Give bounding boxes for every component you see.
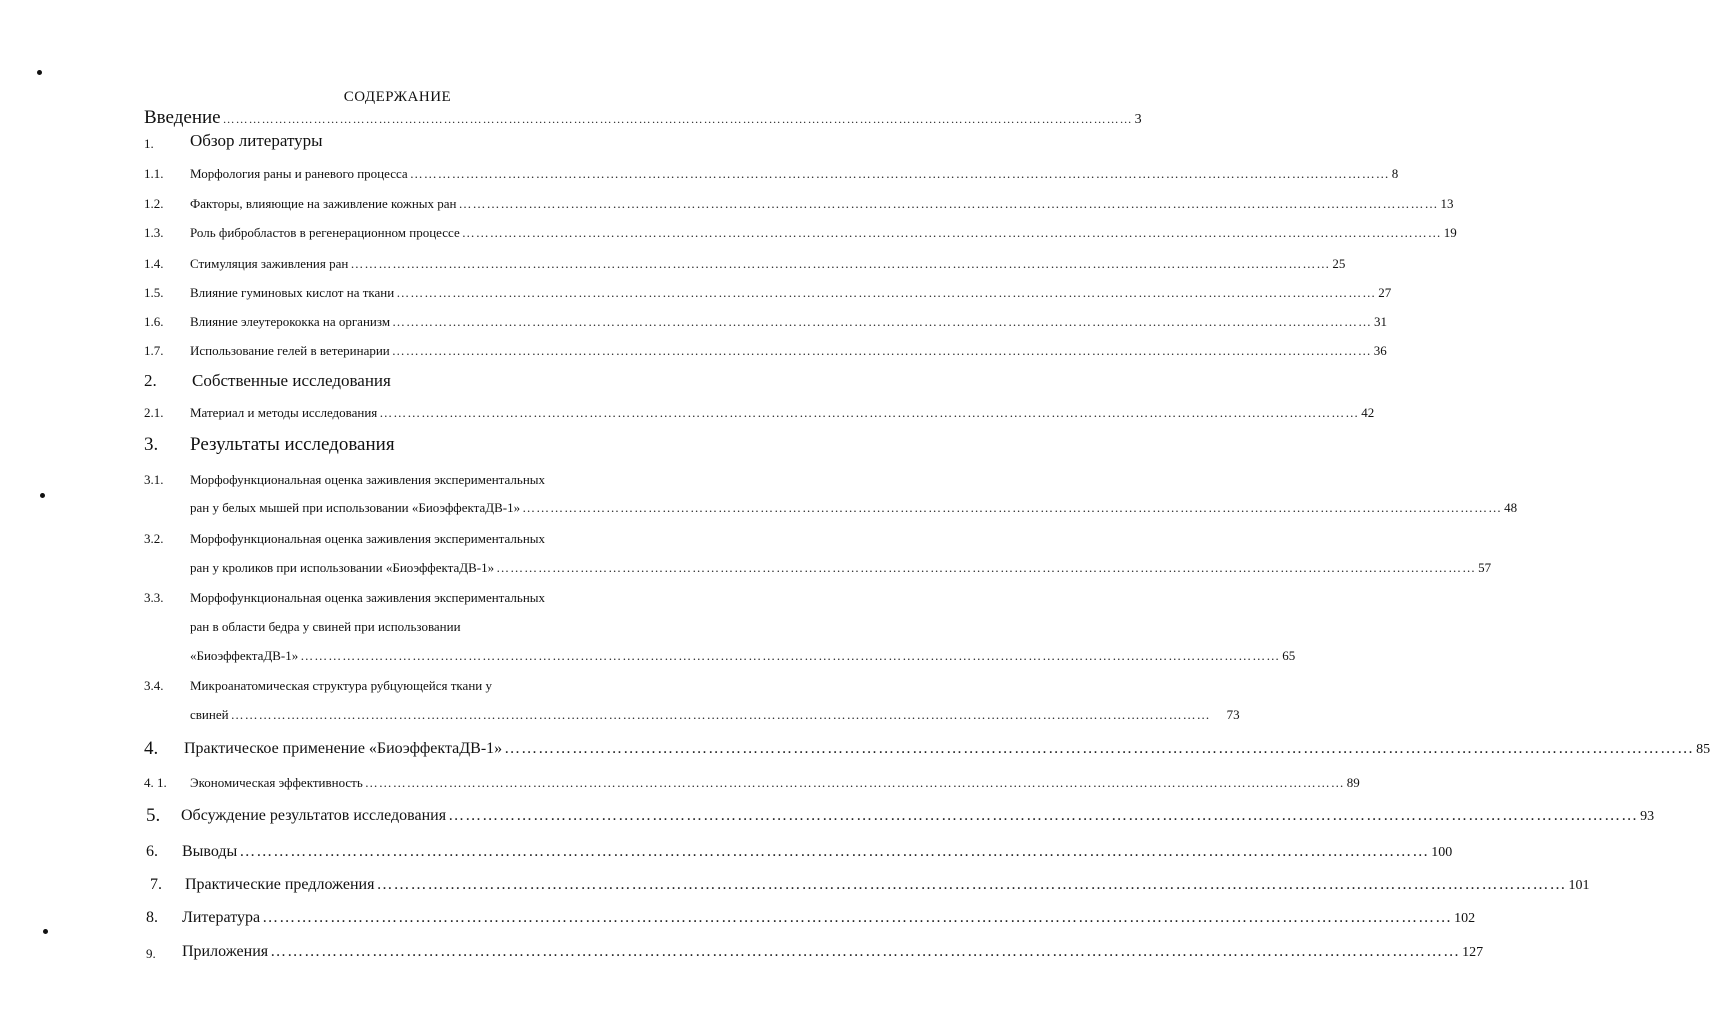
dot-leader: ………………………………………………………………………………………………………………………………………………………………………………………… — [300, 648, 1281, 663]
toc-title: Роль фибробластов в регенерационном процессе — [190, 225, 460, 240]
toc-page: 89 — [1346, 775, 1360, 790]
dot-leader: ………………………………………………………………………………………………………………………………………………………………………………………… — [376, 876, 1567, 893]
dot-leader: ………………………………………………………………………………………………………………………………………………………………………………………… — [522, 500, 1503, 515]
toc-number: 2.1. — [144, 405, 164, 420]
toc-page: 48 — [1504, 500, 1518, 515]
toc-title-continued: свиней — [190, 707, 229, 722]
toc-page: 36 — [1373, 343, 1387, 358]
page-title: СОДЕРЖАНИЕ — [343, 89, 452, 105]
toc-number: 1.3. — [144, 225, 164, 240]
toc-page: 127 — [1462, 945, 1484, 960]
toc-number: 3.1. — [144, 472, 164, 487]
toc-number: 2. — [144, 371, 157, 390]
toc-number: 3. — [144, 434, 159, 455]
toc-number: 3.3. — [144, 590, 164, 605]
toc-title-continued: ран у кроликов при использовании «БиоэффектаДВ-1» — [190, 560, 495, 575]
toc-title: Влияние гуминовых кислот на ткани — [190, 285, 395, 300]
toc-number: 9. — [146, 946, 156, 961]
toc-title-continued: «БиоэффектаДВ-1» — [190, 648, 299, 663]
toc-number: 1.4. — [144, 256, 164, 271]
dot-leader: ………………………………………………………………………………………………………………………………………………………………………………………… — [504, 740, 1695, 757]
toc-title: Факторы, влияющие на заживление кожных ран — [190, 196, 457, 211]
toc-page: 93 — [1640, 809, 1655, 824]
dot-leader: ………………………………………………………………………………………………………………………………………………………………………………………… — [350, 256, 1331, 271]
toc-page: 3 — [1134, 112, 1142, 127]
toc-number: 3.4. — [144, 678, 164, 693]
toc-title: Микроанатомическая структура рубцующейся ткани у — [190, 678, 492, 693]
toc-page: 42 — [1361, 405, 1375, 420]
toc-page: 13 — [1440, 196, 1454, 211]
toc-page: 73 — [1226, 707, 1240, 722]
dot-leader: ………………………………………………………………………………………………………………………………………………………………………………………… — [391, 343, 1372, 358]
toc-number: 1.1. — [144, 166, 164, 181]
toc-number: 4. 1. — [144, 775, 167, 790]
toc-title: Экономическая эффективность — [190, 775, 363, 790]
toc-title: Результаты исследования — [190, 434, 395, 455]
toc-page: 8 — [1391, 166, 1399, 181]
toc-title: Морфология раны и раневого процесса — [190, 166, 408, 181]
toc-title: Стимуляция заживления ран — [190, 256, 349, 271]
scan-speck — [43, 929, 48, 934]
toc-title: Морфофункциональная оценка заживления экспериментальных — [190, 531, 546, 546]
toc-title: Морфофункциональная оценка заживления экспериментальных — [190, 472, 546, 487]
toc-number: 6. — [146, 843, 158, 860]
scan-speck — [40, 493, 45, 498]
scan-speck — [37, 70, 42, 75]
dot-leader: ………………………………………………………………………………………………………………………………………………………………………………………… — [392, 314, 1373, 329]
dot-leader: ………………………………………………………………………………………………………………………………………………………………………………………… — [496, 560, 1477, 575]
toc-page: 57 — [1478, 560, 1492, 575]
toc-title: Влияние элеутерококка на организм — [190, 314, 391, 329]
toc-page: 85 — [1696, 742, 1710, 757]
toc-page: 31 — [1374, 314, 1388, 329]
toc-number: 4. — [144, 738, 159, 759]
toc-number: 3.2. — [144, 531, 164, 546]
toc-title: Выводы — [182, 843, 238, 860]
dot-leader: ………………………………………………………………………………………………………………………………………………………………………………………… — [364, 775, 1345, 790]
dot-leader: ………………………………………………………………………………………………………………………………………………………………………………………… — [262, 909, 1453, 926]
toc-number: 8. — [146, 909, 158, 926]
dot-leader: ………………………………………………………………………………………………………………………………………………………………………………………… — [222, 112, 1133, 126]
toc-page: 65 — [1282, 648, 1296, 663]
toc-title: Введение — [144, 107, 221, 128]
toc-title: Использование гелей в ветеринарии — [190, 343, 390, 358]
toc-title: Материал и методы исследования — [190, 405, 378, 420]
toc-number: 1. — [144, 136, 154, 151]
toc-title: Обзор литературы — [190, 131, 323, 150]
dot-leader: ………………………………………………………………………………………………………………………………………………………………………………………… — [396, 285, 1377, 300]
toc-title: Собственные исследования — [192, 371, 391, 390]
toc-number: 5. — [146, 805, 161, 826]
dot-leader: ………………………………………………………………………………………………………………………………………………………………………………………… — [239, 843, 1430, 860]
toc-page: 101 — [1568, 878, 1590, 893]
toc-page: 25 — [1332, 256, 1346, 271]
toc-page: 19 — [1443, 225, 1457, 240]
toc-page: 100 — [1431, 845, 1453, 860]
toc-page: 102 — [1454, 911, 1476, 926]
toc-number: 1.2. — [144, 196, 164, 211]
dot-leader: ………………………………………………………………………………………………………………………………………………………………………………………… — [379, 405, 1360, 420]
dot-leader: ………………………………………………………………………………………………………………………………………………………………………………………… — [461, 225, 1442, 240]
toc-title: Практическое применение «БиоэффектаДВ-1» — [184, 740, 503, 757]
toc-title: Морфофункциональная оценка заживления экспериментальных — [190, 590, 546, 605]
toc-number: 7. — [150, 876, 162, 893]
dot-leader: ………………………………………………………………………………………………………………………………………………………………………………………… — [448, 807, 1639, 824]
dot-leader: ………………………………………………………………………………………………………………………………………………………………………………………… — [409, 166, 1390, 181]
toc-number: 1.6. — [144, 314, 164, 329]
toc-title-continued: ран у белых мышей при использовании «БиоэффектаДВ-1» — [190, 500, 521, 515]
toc-title: Практические предложения — [185, 876, 375, 893]
toc-title-continued: ран в области бедра у свиней при использовании — [190, 619, 461, 634]
dot-leader: ………………………………………………………………………………………………………………………………………………………………………………………… — [230, 707, 1211, 722]
toc-page: 27 — [1378, 285, 1392, 300]
toc-number: 1.7. — [144, 343, 164, 358]
toc-title: Обсуждение результатов исследования — [181, 807, 447, 824]
toc-title: Литература — [182, 909, 261, 926]
dot-leader: ………………………………………………………………………………………………………………………………………………………………………………………… — [458, 196, 1439, 211]
toc-number: 1.5. — [144, 285, 164, 300]
dot-leader: ………………………………………………………………………………………………………………………………………………………………………………………… — [270, 943, 1461, 960]
toc-title: Приложения — [182, 943, 269, 960]
